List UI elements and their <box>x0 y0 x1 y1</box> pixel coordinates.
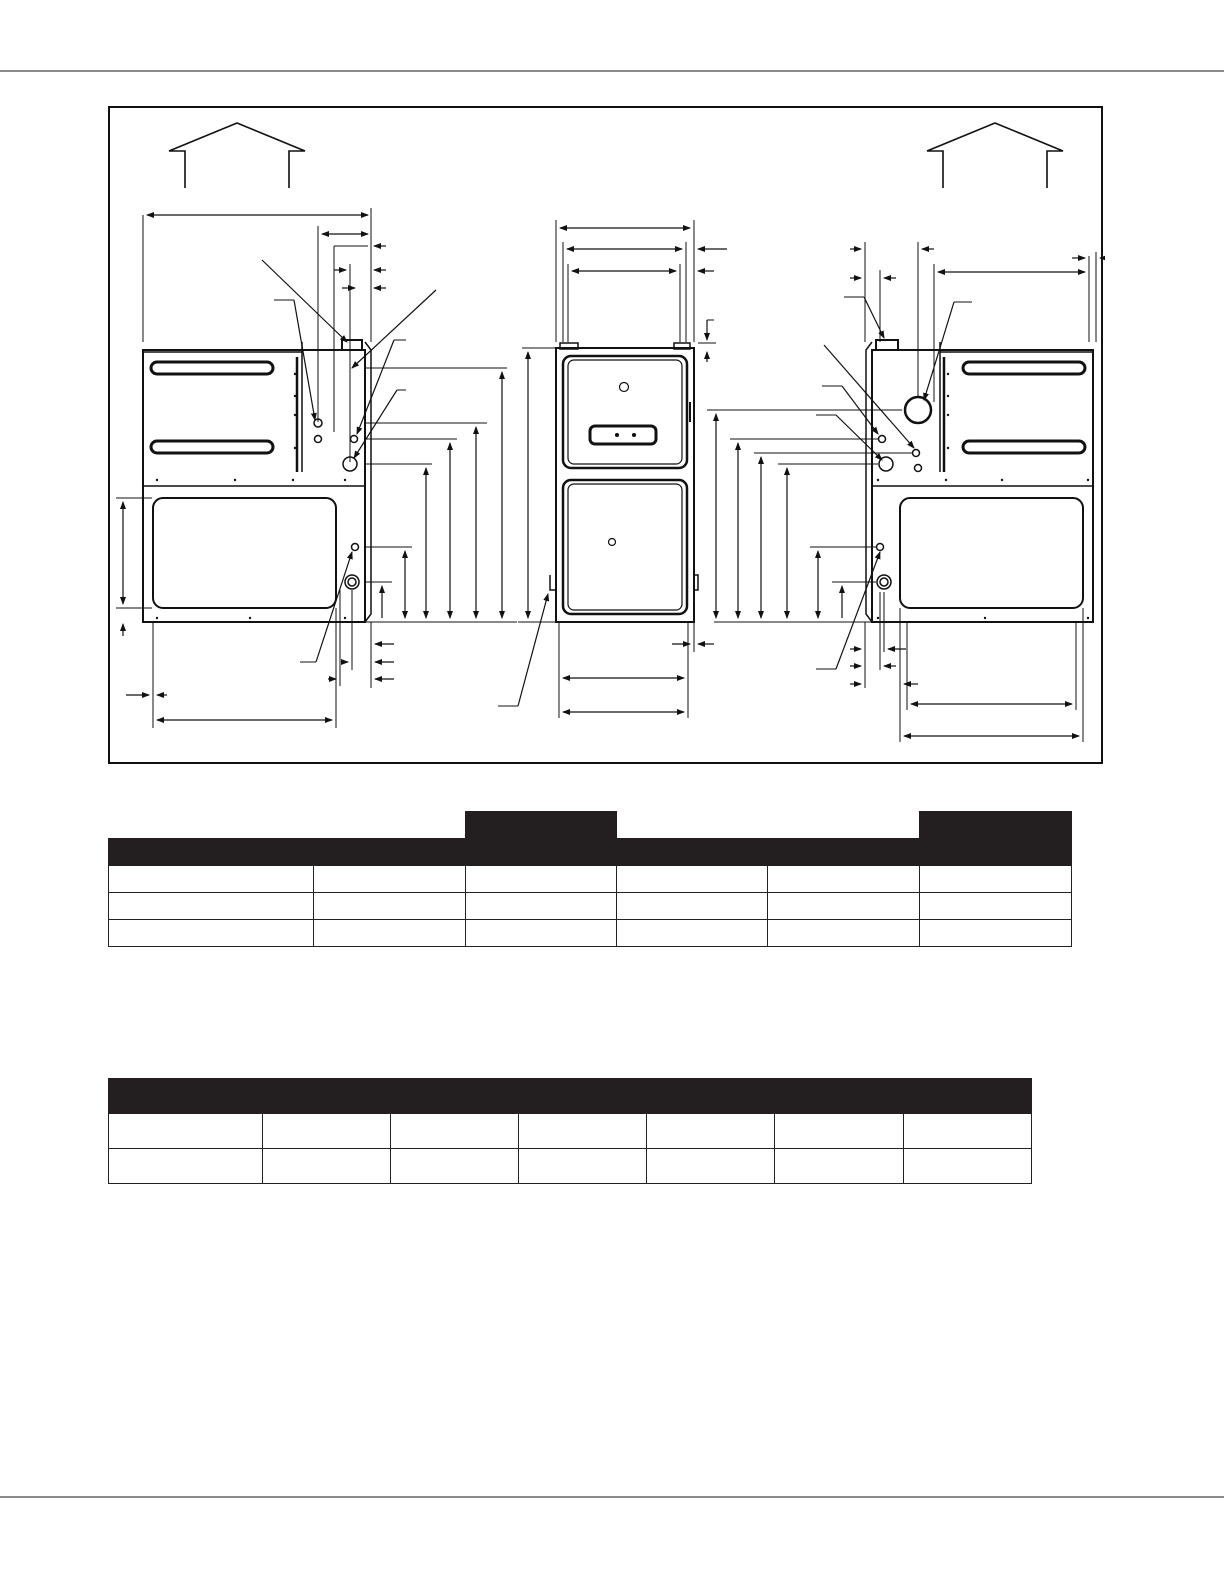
table-2-header-cell <box>775 1079 904 1114</box>
table-1-cell <box>920 920 1072 947</box>
airflow-arrow-left <box>169 123 305 188</box>
table-2-header-row <box>109 1079 1032 1114</box>
table-1-cell <box>617 893 768 920</box>
airflow-arrow-right <box>927 123 1063 188</box>
table-1-group-header-cell <box>466 812 617 839</box>
table-1-group-header-cell <box>109 812 314 839</box>
table-1-cell <box>768 866 920 893</box>
table-1-cell <box>768 893 920 920</box>
bottom-rule <box>0 1496 1224 1498</box>
table-1-cell <box>466 893 617 920</box>
table-1-group-header-cell <box>920 812 1072 839</box>
front-upper-door <box>563 356 687 468</box>
table-2-cell <box>391 1149 519 1184</box>
table-2-header-cell <box>263 1079 391 1114</box>
table-1-group-header-cell <box>314 812 466 839</box>
table-row <box>109 1149 1032 1184</box>
table-2-header-cell <box>519 1079 647 1114</box>
table-2-cell <box>263 1149 391 1184</box>
left-louver-upper <box>151 362 273 374</box>
table-1-cell <box>109 893 314 920</box>
table-1-header-cell <box>314 839 466 866</box>
table-2-cell <box>519 1149 647 1184</box>
table-1-header-cell <box>617 839 768 866</box>
right-lower-panel <box>900 498 1083 608</box>
left-lower-panel <box>153 498 336 608</box>
front-door-handle <box>590 426 656 444</box>
table-1-cell <box>617 920 768 947</box>
right-vent-opening <box>905 397 931 423</box>
top-rule <box>0 70 1224 72</box>
table-2-cell <box>263 1114 391 1149</box>
front-view <box>498 220 727 718</box>
table-1-cell <box>466 920 617 947</box>
table-2-header-cell <box>391 1079 519 1114</box>
table-2-cell <box>391 1114 519 1149</box>
table-1-group-header-cell <box>617 812 768 839</box>
table-row <box>109 1114 1032 1149</box>
table-1-cell <box>466 866 617 893</box>
table-1-header-row <box>109 839 1072 866</box>
table-1-cell <box>617 866 768 893</box>
table-1-header-cell <box>109 839 314 866</box>
table-1-cell <box>314 920 466 947</box>
right-side-view <box>707 242 1105 742</box>
right-knockout-drain <box>877 575 891 589</box>
table-2-header-cell <box>647 1079 775 1114</box>
table-2-cell <box>647 1149 775 1184</box>
table-1-cell <box>920 893 1072 920</box>
table-2-cell <box>109 1149 263 1184</box>
left-knockout-drain <box>345 575 359 589</box>
front-lower-door <box>563 480 687 614</box>
table-2-cell <box>647 1114 775 1149</box>
table-row <box>109 866 1072 893</box>
table-1-group-header-cell <box>768 812 920 839</box>
table-2-cell <box>904 1114 1032 1149</box>
table-1-header-cell <box>768 839 920 866</box>
table-2-cell <box>109 1114 263 1149</box>
right-louver-lower <box>963 441 1085 453</box>
dimensions-table-2 <box>108 1078 1032 1184</box>
left-side-view <box>116 208 517 728</box>
table-row <box>109 920 1072 947</box>
table-1-cell <box>109 866 314 893</box>
table-1-header-cell <box>920 839 1072 866</box>
dimensions-table-1 <box>108 811 1072 947</box>
table-2-header-cell <box>109 1079 263 1114</box>
table-2-cell <box>904 1149 1032 1184</box>
table-2-cell <box>775 1149 904 1184</box>
table-1-group-header-row <box>109 812 1072 839</box>
table-1-cell <box>920 866 1072 893</box>
dimension-drawing <box>108 106 1103 764</box>
table-1-cell <box>768 920 920 947</box>
table-1-header-cell <box>466 839 617 866</box>
table-2-cell <box>519 1114 647 1149</box>
right-louver-upper <box>963 362 1085 374</box>
table-1-cell <box>314 866 466 893</box>
front-cabinet-outline <box>556 348 694 622</box>
left-louver-lower <box>151 441 273 453</box>
table-2-header-cell <box>904 1079 1032 1114</box>
furnace-dimension-diagram <box>110 108 1105 766</box>
table-2-cell <box>775 1114 904 1149</box>
table-1-cell <box>109 920 314 947</box>
table-1-cell <box>314 893 466 920</box>
table-row <box>109 893 1072 920</box>
